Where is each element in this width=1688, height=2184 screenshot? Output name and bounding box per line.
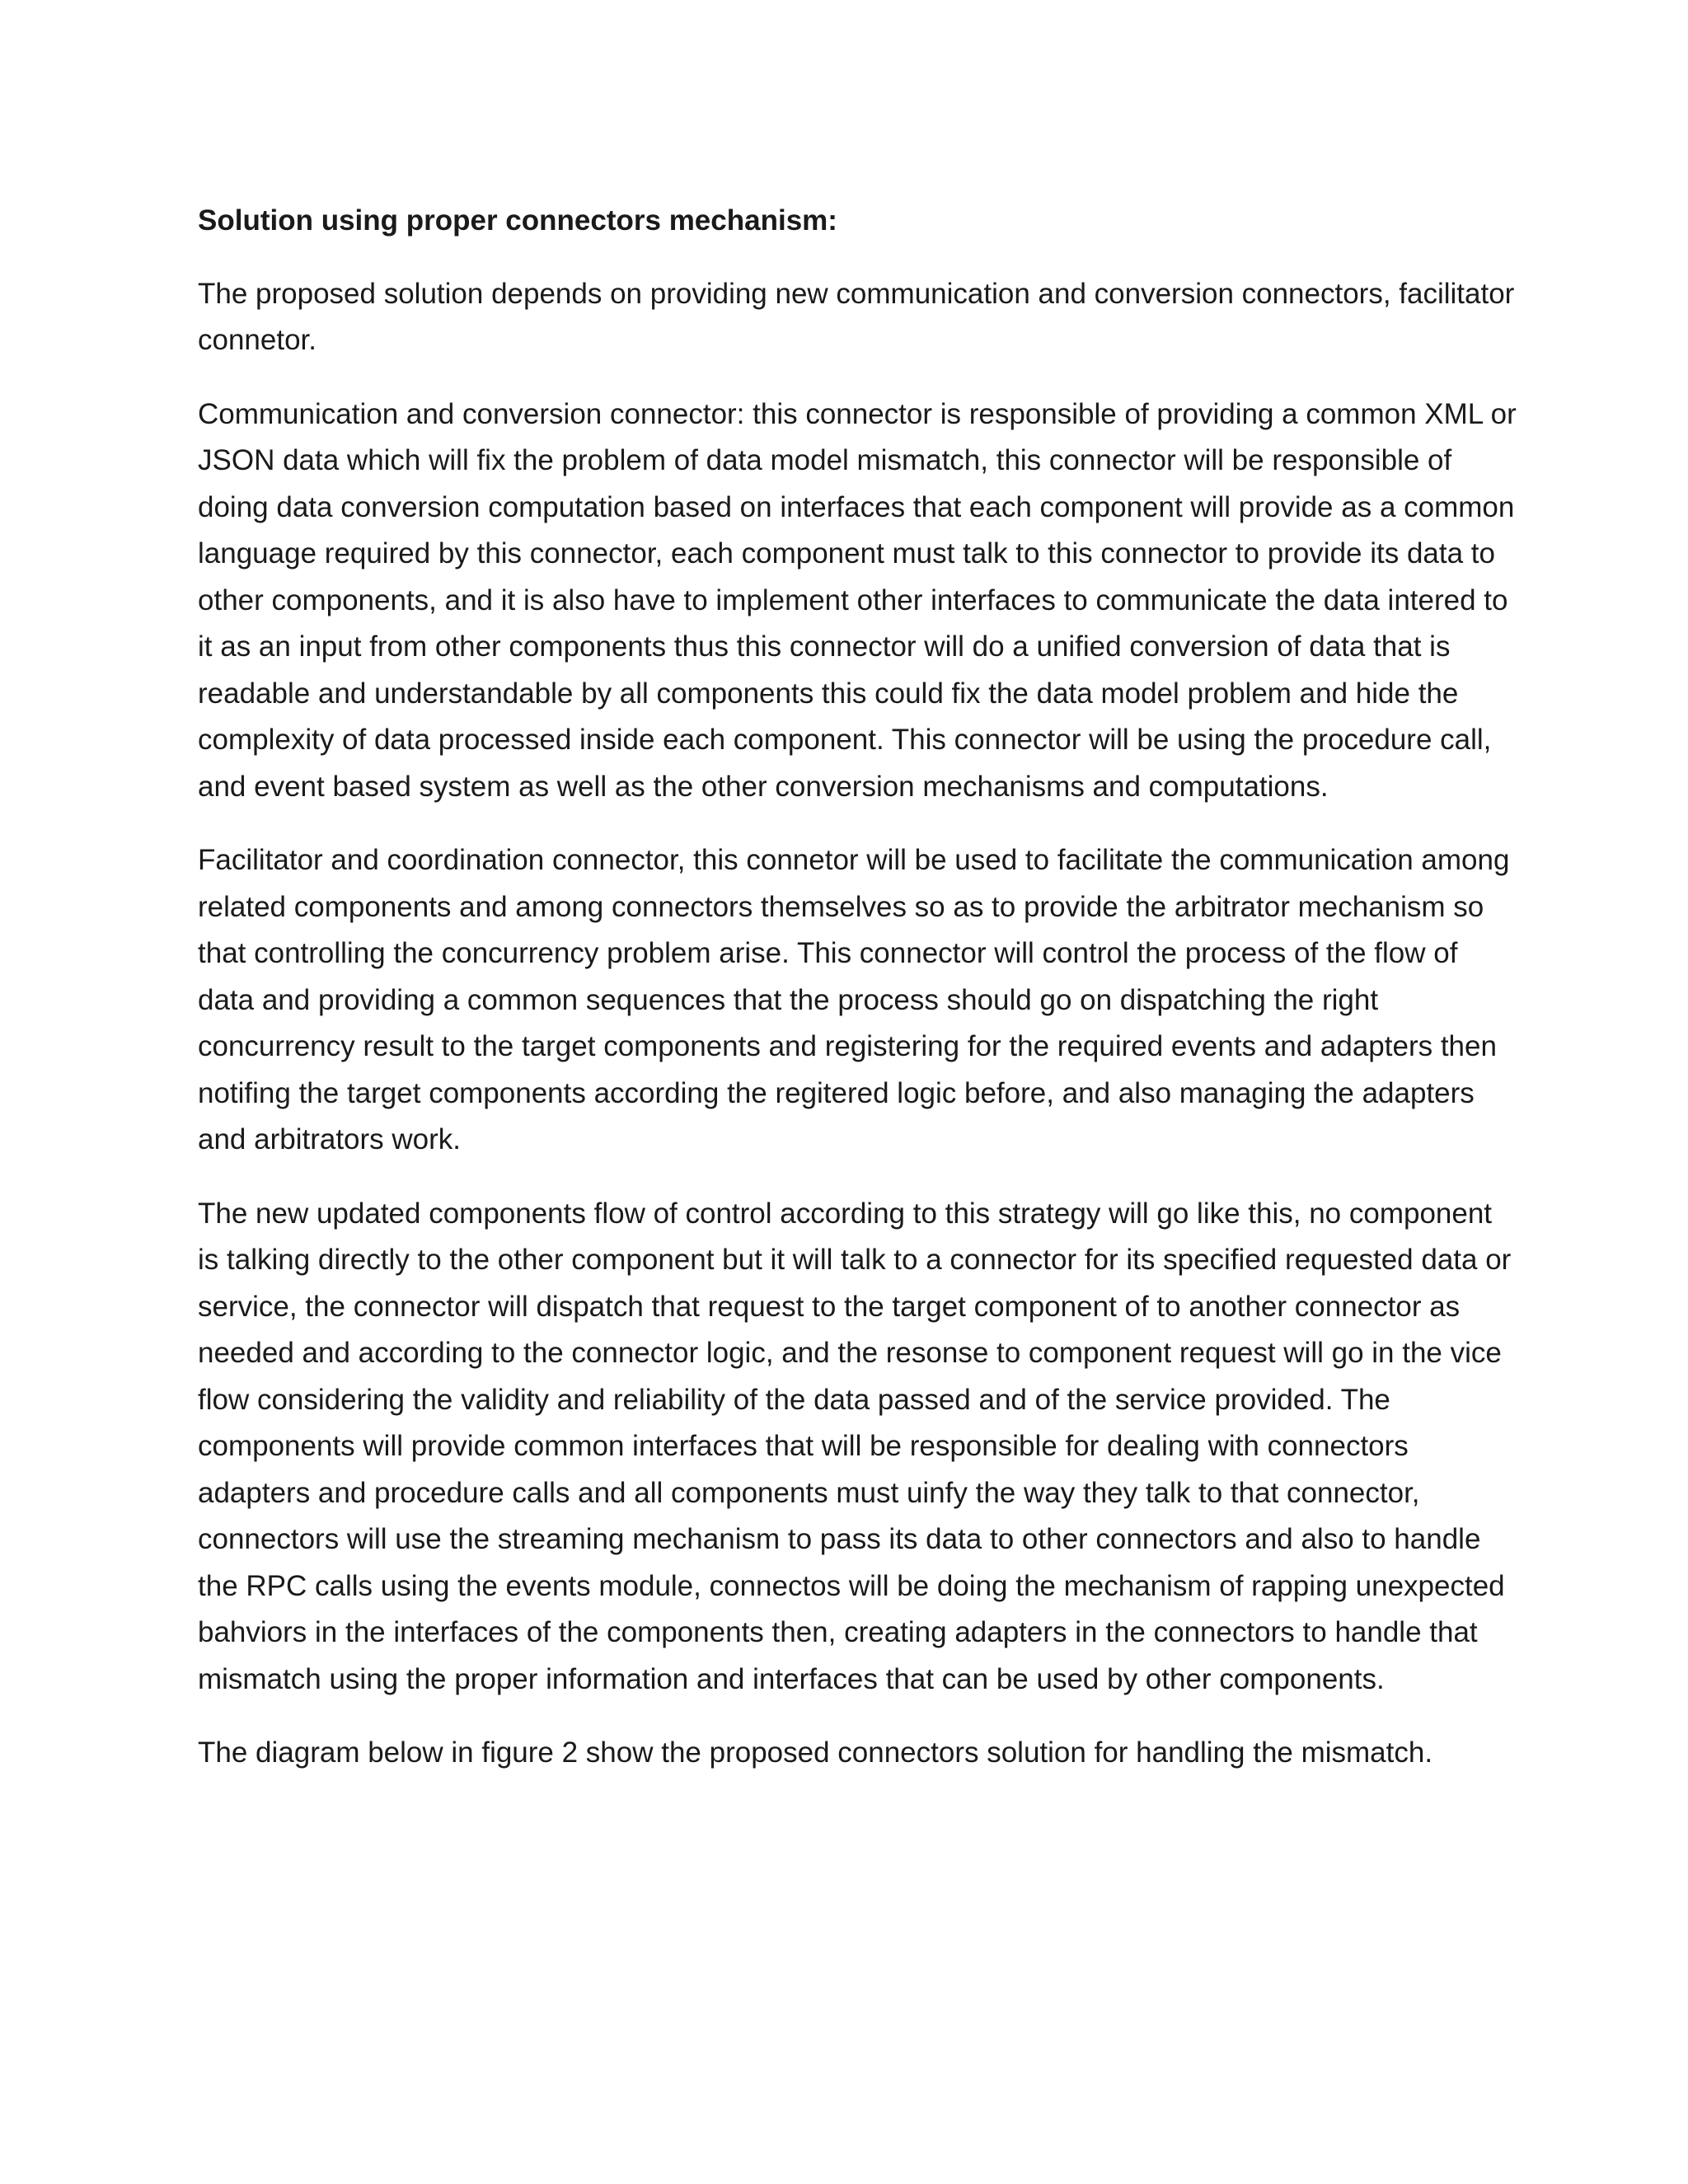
paragraph-communication-connector: Communication and conversion connector: this connector is responsible of providing a common XML or JSON data which will fix the problem of data model mismatch, this connector will be responsible of doing data conversion computation based on interfaces that each component will provide as a common language required by this connector, each component must talk to this connector to provide its data to other components, and it is also have to implement other interfaces to communicate the data intered to it as an input from other components thus this connector will do a unified conversion of data that is readable and understandable by all components this could fix the data model problem and hide the complexity of data processed inside each component. This connector will be using the procedure call, and event based system as well as the other conversion mechanisms and computations.	[198, 397, 1517, 803]
paragraph-intro: The proposed solution depends on providing new communication and conversion connectors, facilitator connetor.	[198, 277, 1515, 356]
section-heading: Solution using proper connectors mechanism:	[198, 204, 837, 237]
paragraph-flow-of-control: The new updated components flow of control according to this strategy will go like this, no component is talking directly to the other component but it will talk to a connector for its specified requested data or service, the connector will dispatch that request to the target component of to another connector as needed and according to the connector logic, and the resonse to component request will go in the vice flow considering the validity and reliability of the data passed and of the service provided. The components will provide common interfaces that will be responsible for dealing with connectors adapters and procedure calls and all components must uinfy the way they talk to that connector, connectors will use the streaming mechanism to pass its data to other connectors and also to handle the RPC calls using the events module, connectos will be doing the mechanism of rapping unexpected bahviors in the interfaces of the components then, creating adapters in the connectors to handle that mismatch using the proper information and interfaces that can be used by other components.	[198, 1197, 1512, 1695]
document-body	[198, 198, 1517, 1804]
paragraph-diagram-reference: The diagram below in figure 2 show the proposed connectors solution for handling the mismatch.	[198, 1736, 1433, 1769]
paragraph-facilitator-connector: Facilitator and coordination connector, this connetor will be used to facilitate the communication among related components and among connectors themselves so as to provide the arbitrator mechanism so that controlling the concurrency problem arise. This connector will control the process of the flow of data and providing a common sequences that the process should go on dispatching the right concurrency result to the target components and registering for the required events and adapters then notifing the target components according the regitered logic before, and also managing the adapters and arbitrators work.	[198, 844, 1510, 1155]
